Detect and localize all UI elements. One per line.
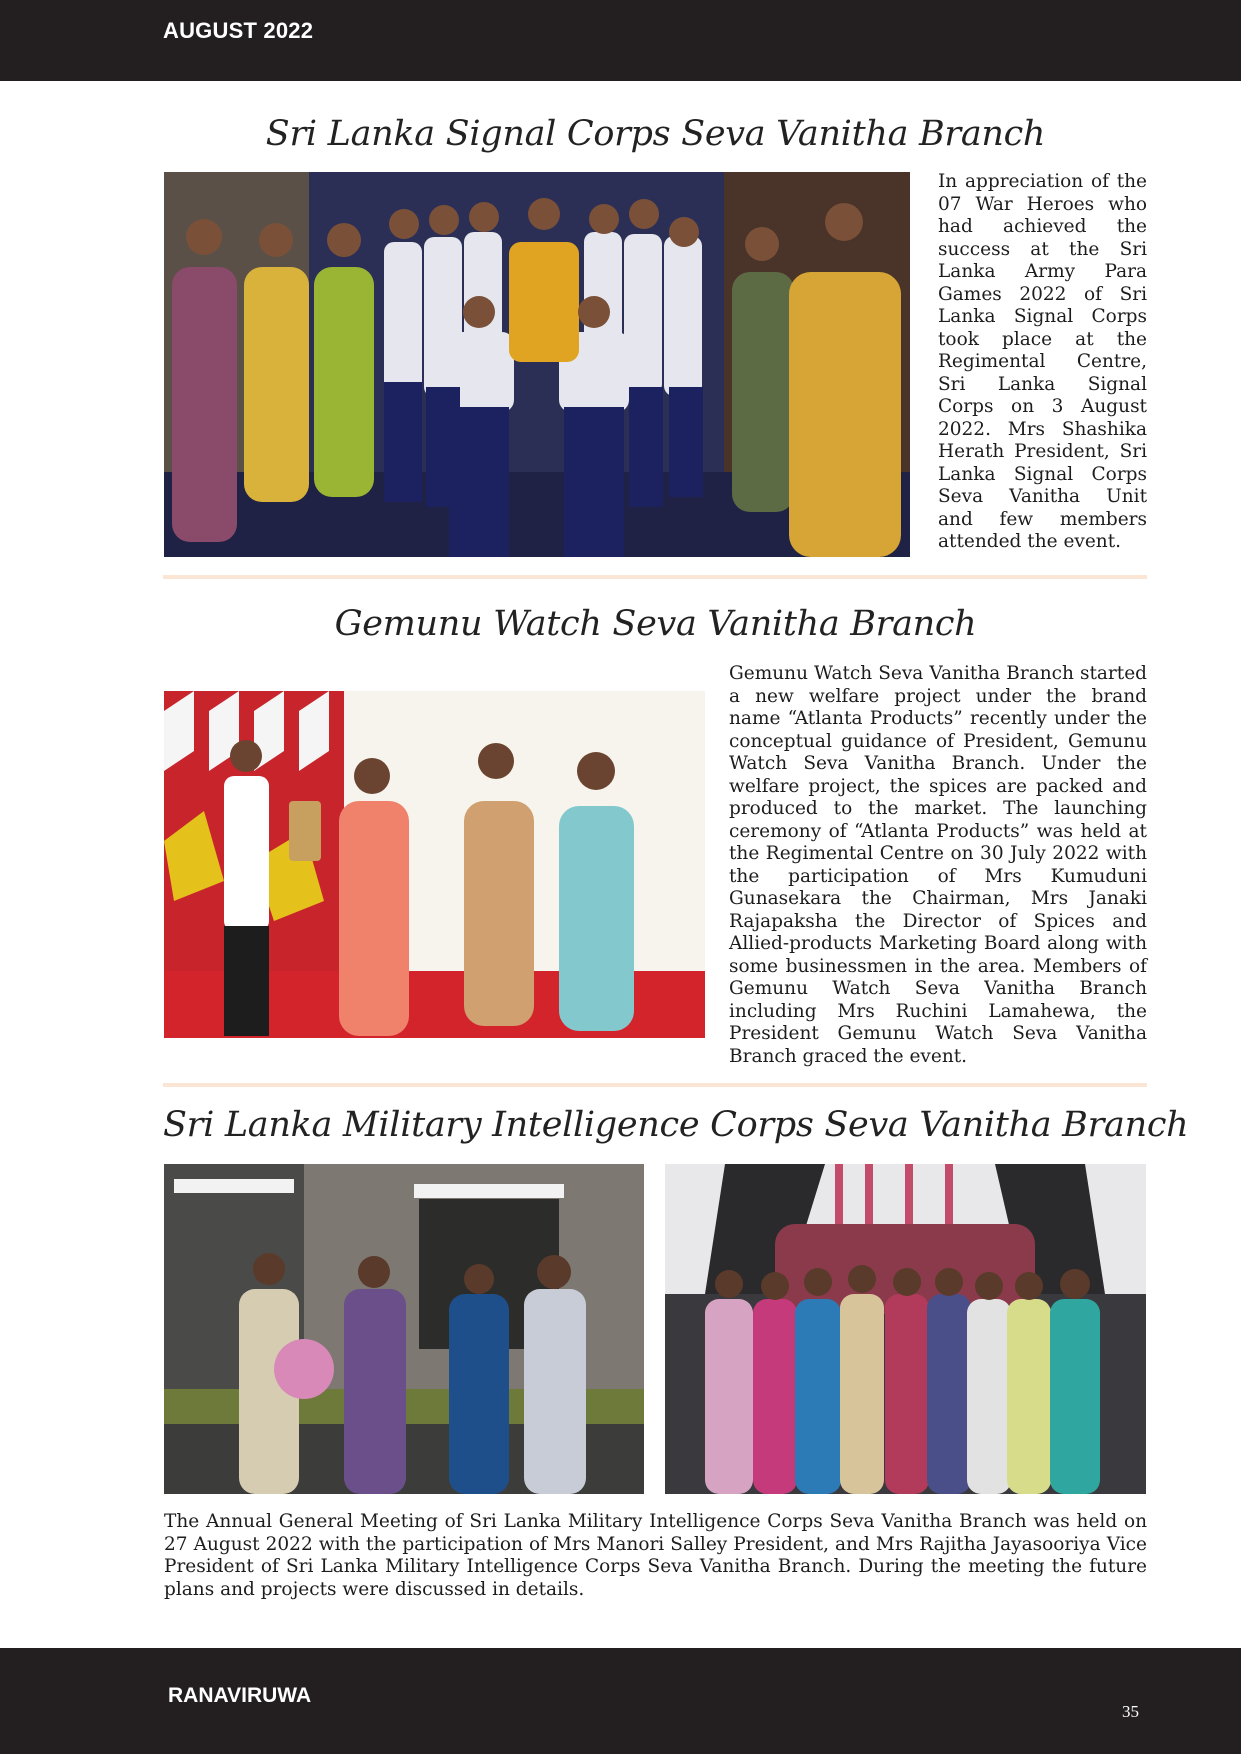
page-number: 35 [1122,1702,1139,1721]
photo-mi-corps-welcome [164,1164,644,1494]
section-body-gemunu-watch: Gemunu Watch Seva Vanitha Branch started a new welfare project under the brand name “Atlanta Products” recently under the conceptual guidance of President, Gemunu Watch Seva Vanitha Branch. Under the welfare project, the spices are packed and produced to the market. The launching ceremony of “Atlanta Products” was held at the Regimental Centre on 30 July 2022 with the participation of Mrs Kumuduni Gunasekara the Chairman, Mrs Janaki Rajapaksha the Director of Spices and Allied-products Marketing Board along with some businessmen in the area. Members of Gemunu Watch Seva Vanitha Branch including Mrs Ruchini Lamahewa, the President Gemunu Watch Seva Vanitha Branch graced the event. [729,663,1147,1067]
section-title-military-intelligence: Sri Lanka Military Intelligence Corps Seva Vanitha Branch [163,1105,1189,1145]
photo-signal-corps-group [164,172,910,557]
issue-date: AUGUST 2022 [163,18,314,43]
section-title-gemunu-watch: Gemunu Watch Seva Vanitha Branch [334,604,977,644]
section-divider [163,575,1147,579]
footer-bar [0,1648,1241,1754]
section-body-signal-corps: In appreciation of the 07 War Heroes who had achieved the success at the Sri Lanka Army Para Games 2022 of Sri Lanka Signal Corps took place at the Regimental Centre, Sri Lanka Signal Corps on 3 August 2022. Mrs Shashika Herath President, Sri Lanka Signal Corps Seva Vanitha Unit and few members attended the event. [938,171,1147,552]
photo-mi-corps-group [665,1164,1146,1494]
section-divider [163,1083,1147,1087]
section-title-signal-corps: Sri Lanka Signal Corps Seva Vanitha Branch [265,114,1046,154]
photo-atlanta-products-launch [164,691,705,1038]
header-bar [0,0,1241,81]
magazine-name: RANAVIRUWA [168,1684,312,1707]
section-body-military-intelligence: The Annual General Meeting of Sri Lanka Military Intelligence Corps Seva Vanitha Branch was held on 27 August 2022 with the participation of Mrs Manori Salley President, and Mrs Rajitha Jayasooriya Vice President of Sri Lanka Military Intelligence Corps Seva Vanitha Branch. During the meeting the future plans and projects were discussed in details. [164,1511,1147,1600]
